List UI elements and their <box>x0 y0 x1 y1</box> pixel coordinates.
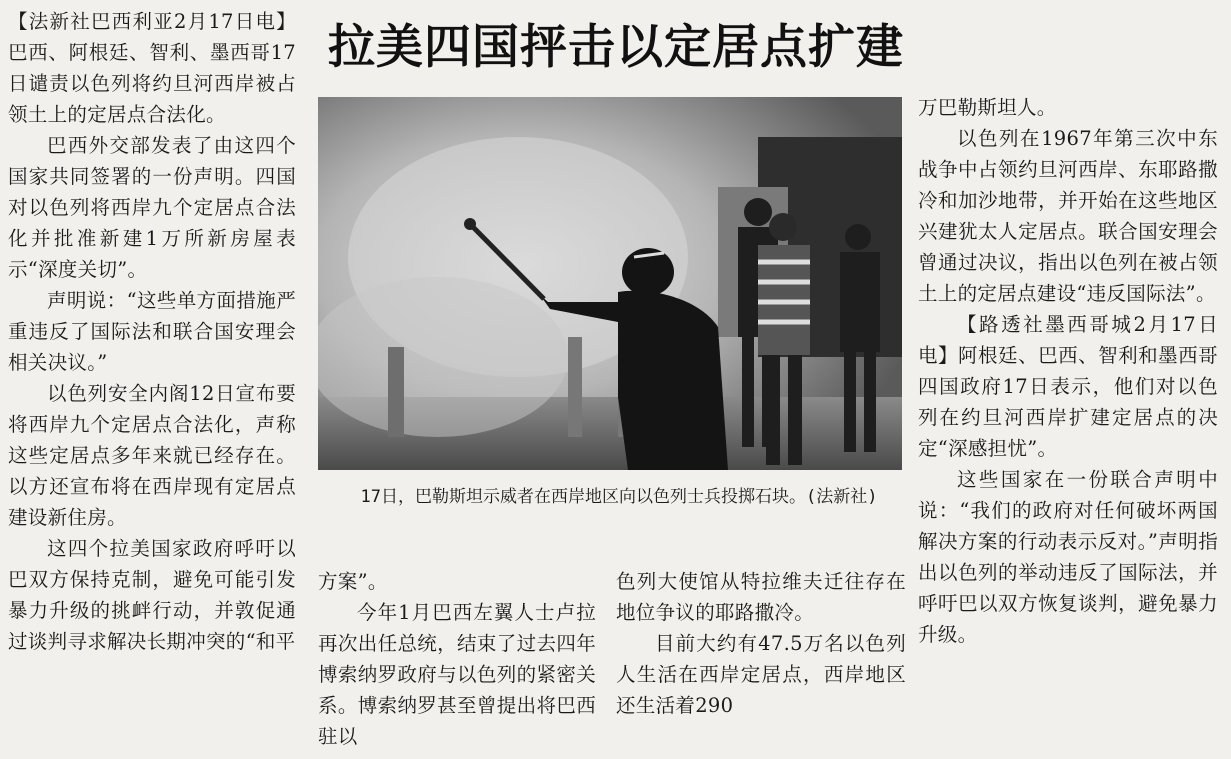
protester-slingshot-photo <box>318 97 902 470</box>
news-photo <box>318 97 902 470</box>
photo-caption: 17日，巴勒斯坦示威者在西岸地区向以色列士兵投掷石块。(法新社) <box>360 487 878 507</box>
paragraph: 【法新社巴西利亚2月17日电】巴西、阿根廷、智利、墨西哥17日谴责以色列将约旦河西岸被占领土上的定居点合法化。 <box>8 10 296 126</box>
bottom-column-2 <box>616 566 906 721</box>
paragraph: 【路透社墨西哥城2月17日电】阿根廷、巴西、智利和墨西哥四国政府17日表示，他们对以色列在约旦河西岸扩建定居点的决定“深感担忧”。 <box>918 313 1218 460</box>
paragraph: 声明说：“这些单方面措施严重违反了国际法和联合国安理会相关决议。” <box>8 289 296 374</box>
paragraph: 这些国家在一份联合声明中说：“我们的政府对任何破坏两国解决方案的行动表示反对。”声明指出以色列的举动违反了国际法，并呼吁巴以双方恢复谈判，避免暴力升级。 <box>918 468 1218 646</box>
right-column <box>918 92 1218 650</box>
paragraph: 今年1月巴西左翼人士卢拉再次出任总统，结束了过去四年博索纳罗政府与以色列的紧密关系。博索纳罗甚至曾提出将巴西驻以 <box>318 601 596 748</box>
paragraph: 目前大约有47.5万名以色列人生活在西岸定居点，西岸地区还生活着290 <box>616 632 906 717</box>
left-column <box>8 6 296 657</box>
headline: 拉美四国抨击以定居点扩建 <box>328 20 904 75</box>
paragraph: 巴西外交部发表了由这四个国家共同签署的一份声明。四国对以色列将西岸九个定居点合法化并批准新建1万所新房屋表示“深度关切”。 <box>8 134 296 281</box>
paragraph: 色列大使馆从特拉维夫迁往存在地位争议的耶路撒冷。 <box>616 570 906 624</box>
paragraph: 以色列安全内阁12日宣布要将西岸九个定居点合法化，声称这些定居点多年来就已经存在。以方还宣布将在西岸现有定居点建设新住房。 <box>8 382 296 529</box>
paragraph: 万巴勒斯坦人。 <box>918 96 1057 119</box>
paragraph: 以色列在1967年第三次中东战争中占领约旦河西岸、东耶路撒冷和加沙地带，并开始在这些地区兴建犹太人定居点。联合国安理会曾通过决议，指出以色列在被占领土上的定居点建设“违反国际法”。 <box>918 127 1218 305</box>
bottom-column-1 <box>318 566 596 752</box>
paragraph: 这四个拉美国家政府呼吁以巴双方保持克制，避免可能引发暴力升级的挑衅行动，并敦促通过谈判寻求解决长期冲突的“和平 <box>8 537 296 653</box>
paragraph: 方案”。 <box>318 570 388 593</box>
